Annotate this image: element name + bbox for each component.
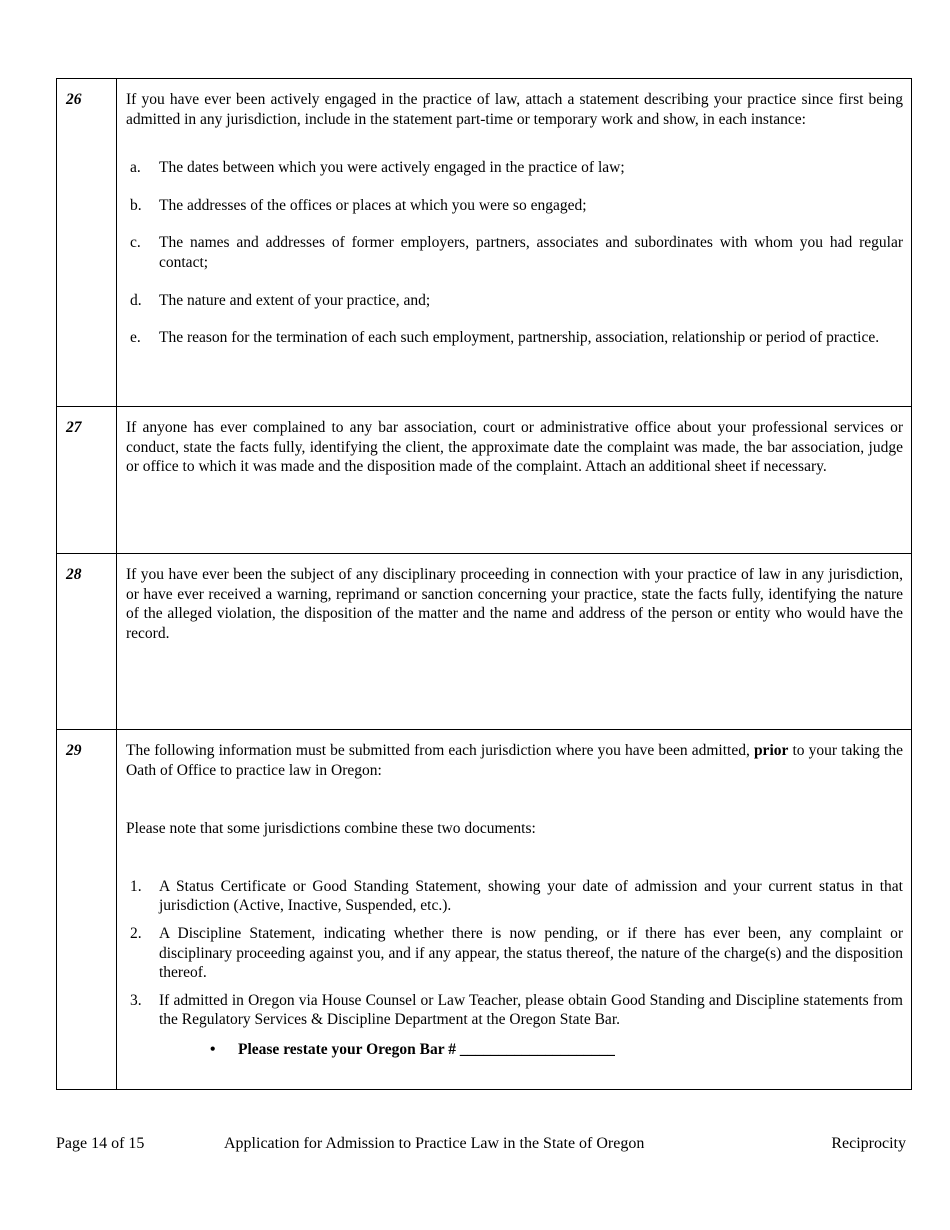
list-item: e. The reason for the termination of each such employment, partnership, association, relationship or period of practice. <box>130 329 880 347</box>
list-item: 2. A Discipline Statement, indicating whether there is now pending, or if there has ever been, any complaint or disciplinary proceeding against you, and if any appear, the status thereof, the nature of the charge(s) and the disposition thereof. <box>130 924 903 982</box>
question-body <box>117 407 912 554</box>
emphasis-prior: prior <box>753 742 789 759</box>
question-row-26 <box>57 79 912 407</box>
document-title: Application for Admission to Practice Law in the State of Oregon <box>224 1135 645 1152</box>
list-item: 3. If admitted in Oregon via House Counsel or Law Teacher, please obtain Good Standing and Discipline statements from the Regulatory Services & Discipline Department at the Oregon State Bar. <box>130 991 903 1029</box>
question-row-29 <box>57 730 912 1090</box>
list-item: b. The addresses of the offices or places at which you were so engaged; <box>130 196 587 214</box>
note-text: Please note that some jurisdictions combine these two documents: <box>126 820 536 838</box>
question-text: The following information must be submitted from each jurisdiction where you have been admitted, prior to your taking the Oath of Office to practice law in Oregon: <box>126 742 903 779</box>
question-number: 29 <box>57 730 117 1090</box>
question-row-28 <box>57 554 912 730</box>
question-text: If you have ever been the subject of any disciplinary proceeding in connection with your practice of law in any jurisdiction, or have ever received a warning, reprimand or sanction concerning your practice, state the facts fully, identifying the nature of the alleged violation, the disposition of the matter and the name and address of the person or entity who would have the record. <box>126 566 903 642</box>
page-footer <box>56 1135 906 1155</box>
numbered-list <box>126 877 903 1030</box>
sub-item-list <box>126 158 903 348</box>
question-body <box>117 730 912 1090</box>
question-number: 28 <box>57 554 117 730</box>
question-body <box>117 79 912 407</box>
list-item: a. The dates between which you were actively engaged in the practice of law; <box>130 159 625 177</box>
question-text: If you have ever been actively engaged in the practice of law, attach a statement describing your practice since first being admitted in any jurisdiction, include in the statement part-time or temporary work and show, in each instance: <box>126 91 903 128</box>
bullet-marker: • <box>210 1040 216 1058</box>
question-number: 26 <box>57 79 117 407</box>
list-item: 1. A Status Certificate or Good Standing Statement, showing your date of admission and your current status in that jurisdiction (Active, Inactive, Suspended, etc.). <box>130 877 903 915</box>
section-name: Reciprocity <box>831 1135 906 1152</box>
list-item: d. The nature and extent of your practice, and; <box>130 291 431 309</box>
questions-table <box>56 78 912 1090</box>
oregon-bar-number-line: • Please restate your Oregon Bar # ____________________ <box>210 1040 615 1058</box>
question-row-27 <box>57 407 912 554</box>
question-text: If anyone has ever complained to any bar association, court or administrative office about your professional services or conduct, state the facts fully, identifying the client, the approximate date the complaint was made, the bar association, judge or office to which it was made and the disposition made of the complaint. Attach an additional sheet if necessary. <box>126 419 903 476</box>
question-number: 27 <box>57 407 117 554</box>
question-body <box>117 554 912 730</box>
page-number: Page 14 of 15 <box>56 1135 145 1152</box>
list-item: c. The names and addresses of former employers, partners, associates and subordinates with whom you had regular contact; <box>130 234 903 271</box>
